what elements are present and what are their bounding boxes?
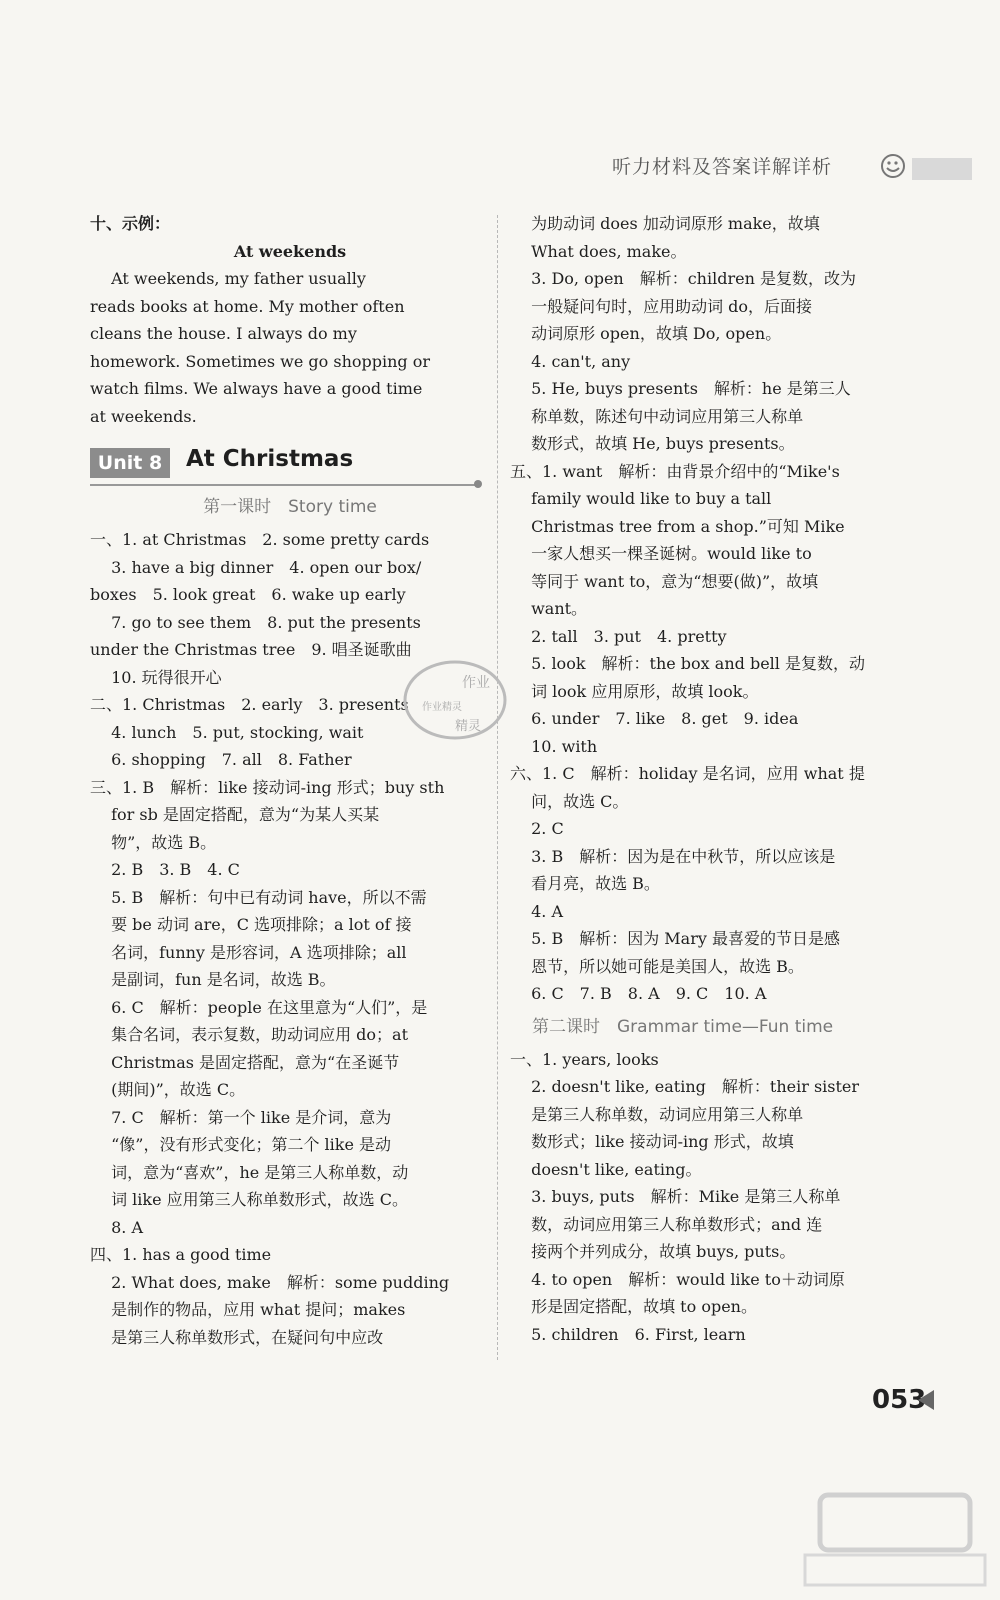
- essay-line: watch films. We always have a good time: [90, 379, 423, 398]
- unit-title: At Christmas: [186, 446, 354, 472]
- answer-line: 形是固定搭配，故填 to open。: [510, 1297, 757, 1316]
- answer-line: boxes 5. look great 6. wake up early: [90, 585, 406, 604]
- answer-line: Christmas tree from a shop.”可知 Mike: [510, 516, 845, 536]
- unit-rule: [90, 484, 480, 486]
- answer-line: 2. tall 3. put 4. pretty: [510, 626, 727, 646]
- answer-line: 2. B 3. B 4. C: [90, 860, 240, 879]
- answer-line: 5. He, buys presents 解析：he 是第三人: [510, 379, 851, 398]
- answer-line: family would like to buy a tall: [510, 489, 772, 508]
- answer-line: 是第三人称单数形式，在疑问句中应改: [90, 1327, 384, 1347]
- answer-line: 5. B 解析：因为 Mary 最喜爱的节日是感: [510, 929, 840, 948]
- answer-line: 问，故选 C。: [510, 791, 629, 811]
- answer-line: 为助动词 does 加动词原形 make，故填: [510, 214, 820, 233]
- svg-text:作业: 作业: [462, 675, 490, 691]
- answer-line: 六、1. C 解析：holiday 是名词，应用 what 提: [510, 764, 865, 783]
- answer-line: What does, make。: [510, 241, 687, 261]
- answer-line: 2. C: [510, 819, 564, 838]
- answer-line: 等同于 want to，意为“想要(做)”，故填: [510, 571, 819, 591]
- answer-line: 词 look 应用原形，故填 look。: [510, 681, 759, 701]
- essay-title: At weekends: [233, 241, 347, 261]
- answer-line: 3. buys, puts 解析：Mike 是第三人称单: [510, 1187, 841, 1206]
- svg-text:作业精灵: 作业精灵: [422, 702, 462, 713]
- answer-line: Christmas 是固定搭配，意为“在圣诞节: [90, 1052, 400, 1072]
- answer-line: 数形式；like 接动词-ing 形式，故填: [510, 1132, 794, 1151]
- answer-line: 5. look 解析：the box and bell 是复数，动: [510, 654, 865, 673]
- answer-line: 词 like 应用第三人称单数形式，故选 C。: [90, 1190, 408, 1209]
- page-arrow-icon: [918, 1390, 934, 1410]
- answer-line: 数，动词应用第三人称单数形式；and 连: [510, 1214, 823, 1234]
- lesson-heading: 第一课时 Story time: [203, 497, 377, 517]
- answer-line: 4. A: [510, 901, 563, 921]
- left-column: [90, 210, 490, 1351]
- answer-line: 5. B 解析：句中已有动词 have，所以不需: [90, 887, 427, 907]
- answer-line: 五、1. want 解析：由背景介绍中的“Mike's: [510, 461, 840, 481]
- header-title: 听力材料及答案详解详析: [612, 156, 833, 178]
- answer-line: 动词原形 open，故填 Do, open。: [510, 324, 782, 343]
- answer-line: 4. lunch 5. put, stocking, wait: [90, 722, 364, 742]
- answer-line: 称单数，陈述句中动词应用第三人称单: [510, 406, 804, 426]
- answer-line: 看月亮，故选 B。: [510, 874, 660, 893]
- answer-line: 3. Do, open 解析：children 是复数，改为: [510, 269, 856, 288]
- answer-line: “像”，没有形式变化；第二个 like 是动: [90, 1135, 392, 1154]
- lesson-heading: 第二课时 Grammar time—Fun time: [532, 1016, 834, 1037]
- svg-text:精灵: 精灵: [455, 719, 482, 734]
- answer-line: 3. have a big dinner 4. open our box/: [90, 557, 422, 577]
- answer-line: 3. B 解析：因为是在中秋节，所以应该是: [510, 846, 836, 866]
- answer-line: 2. doesn't like, eating 解析：their sister: [510, 1077, 860, 1096]
- answer-line: 6. C 解析：people 在这里意为“人们”，是: [90, 997, 428, 1017]
- essay-line: at weekends.: [90, 406, 197, 426]
- answer-line: 7. C 解析：第一个 like 是介词，意为: [90, 1107, 392, 1127]
- answer-line: 物”，故选 B。: [90, 832, 217, 852]
- unit-rule-dot: [474, 480, 482, 488]
- essay-line: cleans the house. I always do my: [90, 324, 357, 343]
- answer-list: [510, 1046, 910, 1349]
- answer-line: 二、1. Christmas 2. early 3. presents: [90, 695, 409, 714]
- answer-line: 一般疑问句时，应用助动词 do，后面接: [510, 296, 813, 316]
- answer-line: 8. A: [90, 1217, 143, 1237]
- answer-line: under the Christmas tree 9. 唱圣诞歌曲: [90, 640, 412, 659]
- answer-line: 一、1. at Christmas 2. some pretty cards: [90, 530, 430, 549]
- answer-line: 是制作的物品，应用 what 提问；makes: [90, 1300, 406, 1319]
- right-column: [510, 210, 910, 1348]
- unit-badge: Unit 8: [90, 448, 170, 478]
- answer-line: (期间)”，故选 C。: [90, 1080, 246, 1099]
- answer-line: 10. with: [510, 736, 598, 756]
- answer-line: 要 be 动词 are，C 选项排除；a lot of 接: [90, 915, 412, 934]
- watermark-stamp: [400, 655, 510, 745]
- answer-line: 4. to open 解析：would like to＋动词原: [510, 1269, 845, 1289]
- answer-line: 10. 玩得很开心: [90, 667, 222, 687]
- answer-line: 四、1. has a good time: [90, 1245, 272, 1264]
- answer-line: 一家人想买一棵圣诞树。would like to: [510, 544, 812, 563]
- answer-line: 是副词，fun 是名词，故选 B。: [90, 970, 336, 989]
- answer-line: 三、1. B 解析：like 接动词-ing 形式；buy sth: [90, 777, 445, 797]
- answer-line: for sb 是固定搭配，意为“为某人买某: [90, 805, 380, 824]
- unit-heading: [90, 444, 490, 484]
- answer-line: 6. C 7. B 8. A 9. C 10. A: [510, 984, 767, 1003]
- answer-line: 恩节，所以她可能是美国人，故选 B。: [510, 956, 804, 976]
- essay-line: homework. Sometimes we go shopping or: [90, 351, 431, 371]
- header-bar: [912, 158, 972, 180]
- corner-watermark: [800, 1490, 990, 1590]
- answer-line: 词，意为“喜欢”，he 是第三人称单数，动: [90, 1162, 409, 1182]
- answer-line: 6. under 7. like 8. get 9. idea: [510, 709, 799, 728]
- smiley-icon: [880, 153, 910, 179]
- answer-line: 6. shopping 7. all 8. Father: [90, 750, 352, 769]
- answer-line: 2. What does, make 解析：some pudding: [90, 1272, 450, 1292]
- answer-line: want。: [510, 599, 588, 618]
- answer-line: 数形式，故填 He, buys presents。: [510, 434, 795, 453]
- answer-line: 7. go to see them 8. put the presents: [90, 612, 421, 632]
- answer-line: 5. children 6. First, learn: [510, 1324, 746, 1344]
- answer-line: 是第三人称单数，动词应用第三人称单: [510, 1104, 804, 1124]
- answer-line: doesn't like, eating。: [510, 1159, 702, 1179]
- answer-line: 名词，funny 是形容词，A 选项排除；all: [90, 942, 407, 962]
- answer-line: 接两个并列成分，故填 buys, puts。: [510, 1242, 796, 1261]
- answer-line: 4. can't, any: [510, 351, 631, 371]
- essay-line: At weekends, my father usually: [90, 269, 366, 288]
- page-number: 053: [872, 1385, 927, 1415]
- column-divider: [497, 215, 498, 1360]
- answer-list: [510, 210, 910, 1008]
- answer-list: [90, 526, 490, 1351]
- answer-line: 集合名词，表示复数，助动词应用 do；at: [90, 1025, 409, 1044]
- section-10-heading: 十、示例：: [90, 214, 171, 233]
- essay-line: reads books at home. My mother often: [90, 296, 405, 316]
- answer-line: 一、1. years, looks: [510, 1049, 659, 1069]
